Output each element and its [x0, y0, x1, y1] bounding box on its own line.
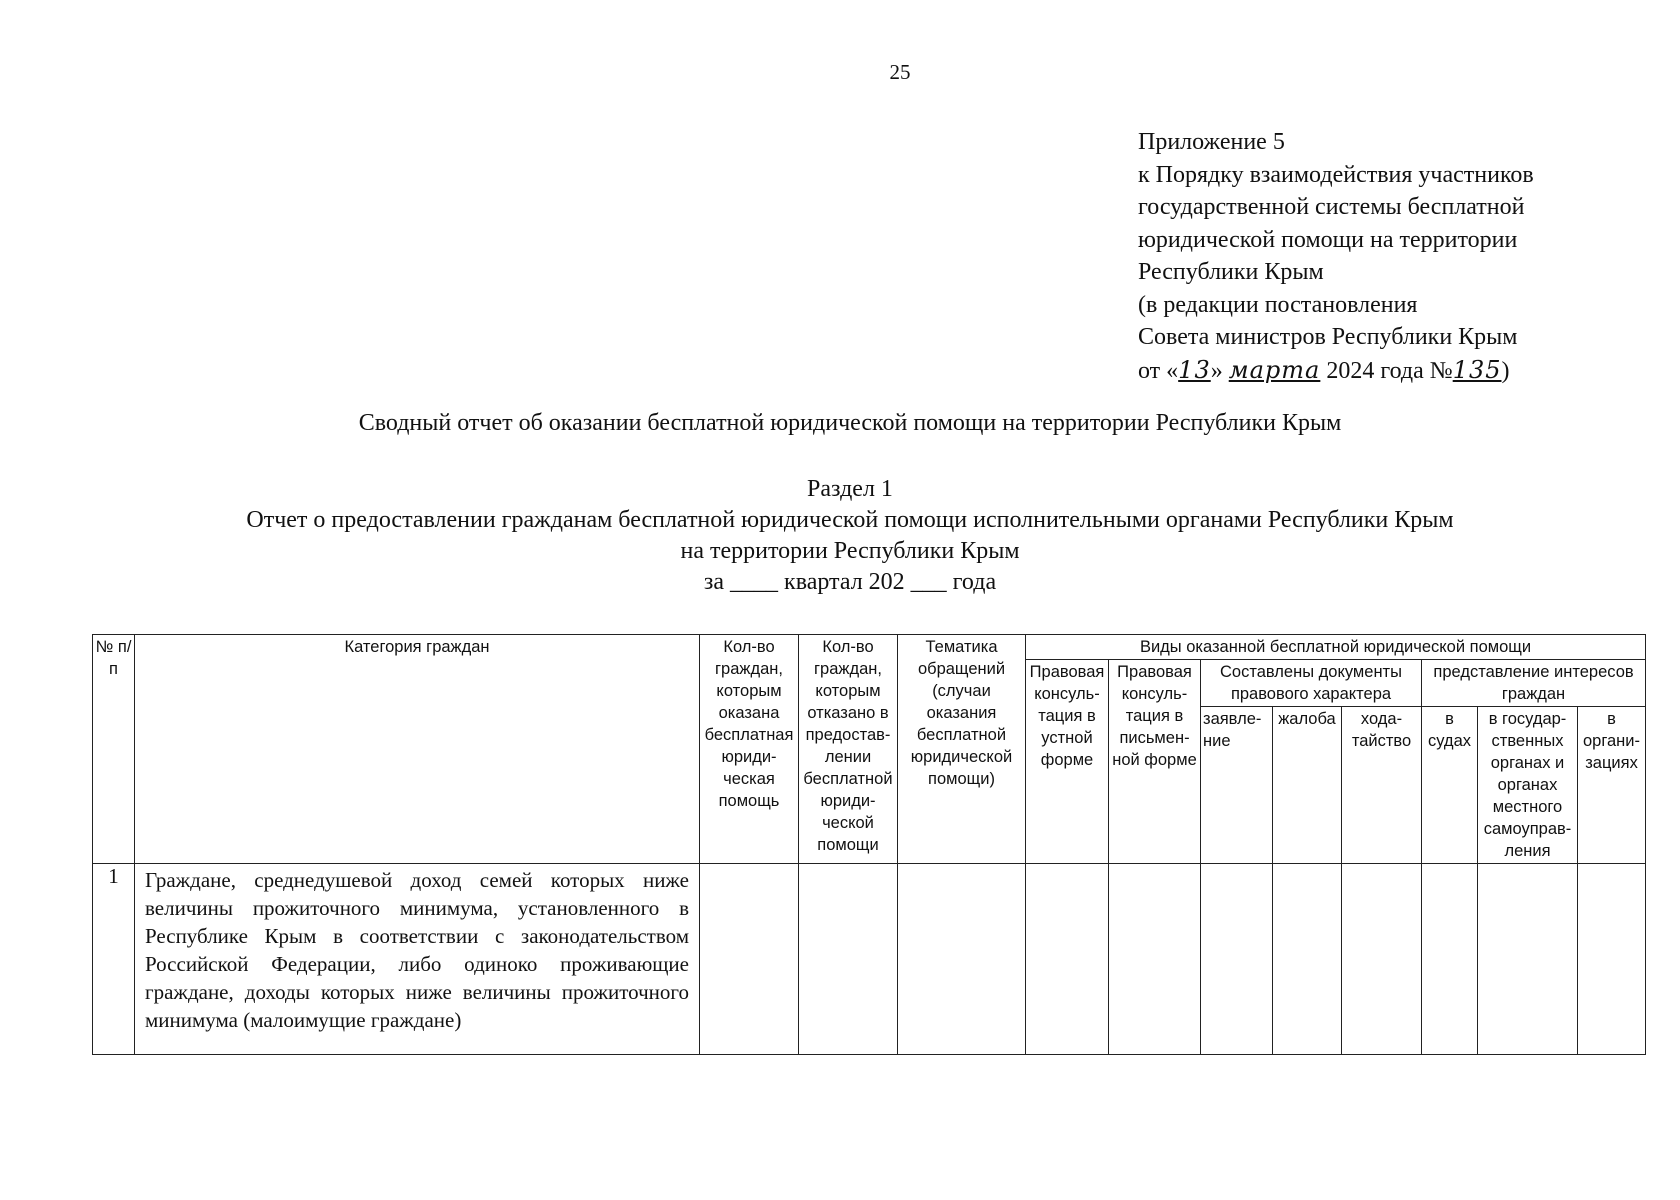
- header-oral: Правовая консуль-тация в устной форме: [1026, 660, 1109, 864]
- header-provided: Кол-во граждан, которым оказана бесплатная юриди-ческая помощь: [700, 635, 799, 864]
- header-refused: Кол-во граждан, которым отказано в предостав-лении бесплатной юриди-ческой помощи: [799, 635, 898, 864]
- header-documents: Составлены документы правового характера: [1201, 660, 1422, 707]
- section-heading-line2: на территории Республики Крым: [680, 538, 1020, 564]
- header-representation: представление интересов граждан: [1422, 660, 1646, 707]
- header-complaint: жалоба: [1273, 707, 1342, 864]
- page-number: 25: [889, 60, 911, 84]
- report-period: за ____ квартал 202 ___ года: [703, 569, 997, 595]
- header-organizations: в органи-зациях: [1578, 707, 1646, 864]
- row-num: 1: [93, 864, 135, 1055]
- appendix-date-line: [1138, 354, 1658, 388]
- handwritten-month: марта: [1228, 355, 1321, 384]
- cell-complaint: [1273, 864, 1342, 1055]
- header-petition: хода-тайство: [1342, 707, 1422, 864]
- header-topics: Тематика обращений (случаи оказания бесплатной юридической помощи): [898, 635, 1026, 864]
- appendix-line: юридической помощи на территории: [1138, 226, 1518, 253]
- cell-provided: [700, 864, 799, 1055]
- header-courts: в судах: [1422, 707, 1478, 864]
- table-row: [93, 864, 1646, 1055]
- header-types: Виды оказанной бесплатной юридической помощи: [1026, 635, 1646, 660]
- header-category: Категория граждан: [135, 635, 700, 864]
- appendix-line: (в редакции постановления: [1138, 291, 1418, 318]
- appendix-line: Республики Крым: [1138, 259, 1324, 285]
- cell-state-bodies: [1478, 864, 1578, 1055]
- cell-courts: [1422, 864, 1478, 1055]
- cell-organizations: [1578, 864, 1646, 1055]
- date-year: 2024 года №: [1320, 357, 1453, 384]
- header-statement: заявле-ние: [1201, 707, 1273, 864]
- cell-petition: [1342, 864, 1422, 1055]
- handwritten-number: 135: [1452, 355, 1502, 384]
- cell-statement: [1201, 864, 1273, 1055]
- date-mid: »: [1210, 357, 1223, 384]
- cell-oral: [1026, 864, 1109, 1055]
- header-num: № п/п: [93, 635, 135, 864]
- report-table: [92, 634, 1646, 1055]
- date-prefix: от «: [1138, 357, 1179, 384]
- section-heading: [0, 474, 1680, 598]
- header-state-bodies: в государ-ственных органах и органах местного самоуправ-ления: [1478, 707, 1578, 864]
- appendix-block: [1138, 126, 1658, 387]
- appendix-line: к Порядку взаимодействия участников: [1138, 161, 1534, 188]
- appendix-line: государственной системы бесплатной: [1138, 194, 1525, 220]
- cell-refused: [799, 864, 898, 1055]
- handwritten-day: 13: [1178, 355, 1211, 384]
- cell-topics: [898, 864, 1026, 1055]
- header-written: Правовая консуль-тация в письмен-ной форме: [1109, 660, 1201, 864]
- appendix-line: Приложение 5: [1138, 129, 1285, 155]
- section-label: Раздел 1: [807, 476, 893, 502]
- row-category: Граждане, среднедушевой доход семей которых ниже величины прожиточного минимума, установленного в Республике Крым в соответствии с законодательством Российской Федерации, либо одиноко проживающие граждане, доходы которых ниже величины прожиточного минимума (малоимущие граждане): [135, 864, 700, 1055]
- appendix-line: Совета министров Республики Крым: [1138, 324, 1518, 350]
- document-title: Сводный отчет об оказании бесплатной юридической помощи на территории Республики Крым: [358, 410, 1342, 436]
- section-heading-line1: Отчет о предоставлении гражданам бесплатной юридической помощи исполнительными органами Республики Крым: [246, 507, 1454, 533]
- cell-written: [1109, 864, 1201, 1055]
- date-suffix: ): [1501, 357, 1510, 384]
- header-row: [93, 635, 1646, 660]
